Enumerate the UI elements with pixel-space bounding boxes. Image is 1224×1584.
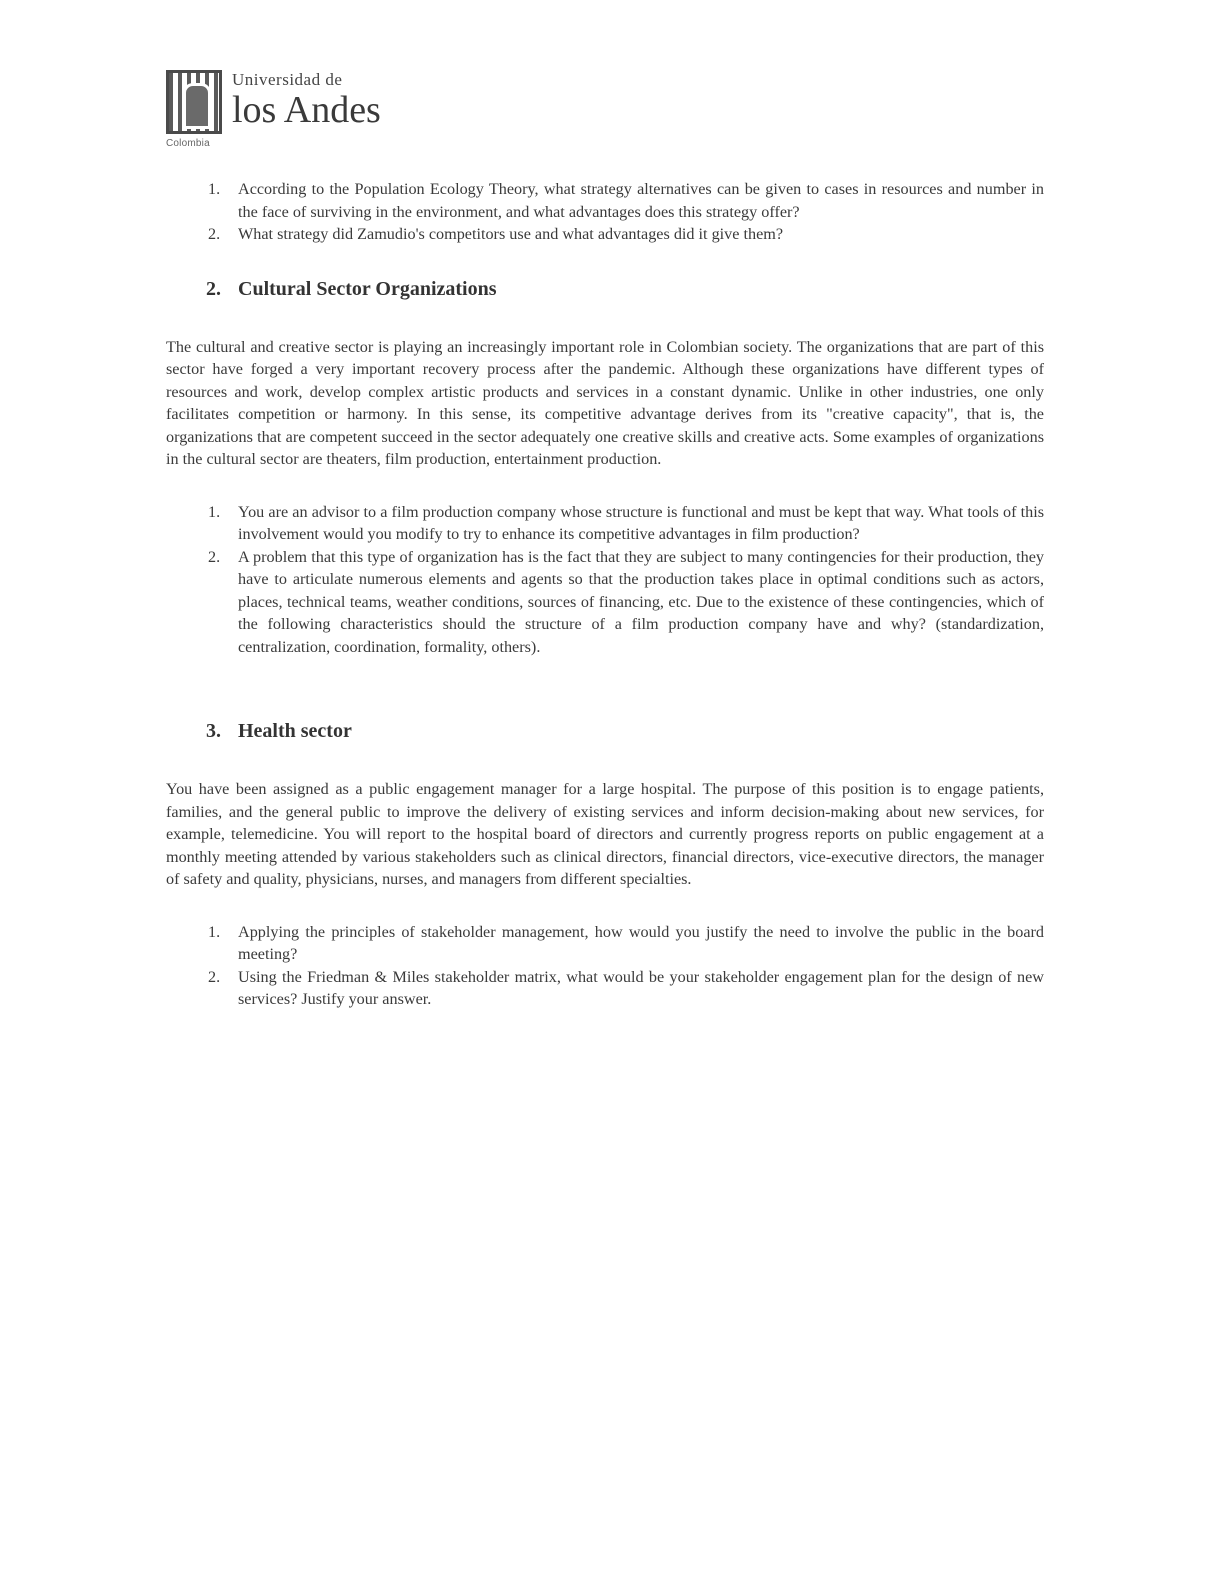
question-number: 2.	[208, 967, 221, 986]
question-number: 2.	[208, 225, 221, 243]
section2-question-list	[166, 501, 1044, 659]
question-text: According to the Population Ecology Theory, what strategy alternatives can be given to cases in resources and number in the face of surviving in the environment, and what advantages does this strategy offer?	[238, 180, 1044, 221]
document-body	[166, 178, 1044, 1011]
section3-question-list	[166, 921, 1044, 1011]
section-heading-cultural	[166, 276, 1044, 302]
university-logo	[166, 68, 381, 152]
list-item	[208, 178, 1044, 223]
section-number: 2.	[206, 277, 221, 300]
question-number: 1.	[208, 922, 221, 941]
list-item	[208, 966, 1044, 1011]
question-text: What strategy did Zamudio's competitors use and what advantages did it give them?	[238, 225, 784, 243]
question-text: Using the Friedman & Miles stakeholder matrix, what would be your stakeholder engagement plan for the design of new services? Justify your answer.	[238, 967, 1044, 1008]
logo-line-2: los Andes	[232, 89, 381, 131]
section1-question-list	[166, 178, 1044, 246]
list-item	[208, 501, 1044, 546]
question-text: You are an advisor to a film production company whose structure is functional and must be kept that way. What tools of this involvement would you modify to try to enhance its competitive advantages in film production?	[238, 502, 1044, 543]
section-paragraph-health: You have been assigned as a public engagement manager for a large hospital. The purpose of this position is to engage patients, families, and the general public to improve the delivery of existing services and inform decision-making about new services, for example, telemedicine. You will report to the hospital board of directors and currently progress reports on public engagement at a monthly meeting attended by various stakeholders such as clinical directors, financial directors, vice-executive directors, the manager of safety and quality, physicians, nurses, and managers from different specialties.	[166, 780, 1044, 888]
university-crest-icon	[166, 70, 222, 134]
question-number: 2.	[208, 547, 221, 566]
section-title: Health sector	[238, 720, 352, 742]
section-paragraph-cultural: The cultural and creative sector is playing an increasingly important role in Colombian society. The organizations that are part of this sector have forged a very important recovery process after the pandemic. Although these organizations have different types of resources and work, develop complex artistic products and services in a constant dynamic. Unlike in other industries, one only facilitates competition or harmony. In this sense, its competitive advantage derives from its "creative capacity", that is, the organizations that are competent succeed in the sector adequately one creative skills and creative acts. Some examples of organizations in the cultural sector are theaters, film production, entertainment production.	[166, 337, 1044, 468]
logo-line-1: Universidad de	[232, 70, 343, 89]
list-item	[208, 546, 1044, 659]
question-number: 1.	[208, 502, 221, 521]
list-item	[208, 921, 1044, 966]
section-number: 3.	[206, 720, 221, 742]
section-heading-health	[166, 718, 1044, 744]
question-number: 1.	[208, 180, 221, 198]
list-item	[208, 223, 1044, 246]
section-title: Cultural Sector Organizations	[238, 277, 497, 300]
logo-line-3: Colombia	[166, 138, 210, 149]
question-text: Applying the principles of stakeholder management, how would you justify the need to involve the public in the board meeting?	[238, 922, 1044, 963]
question-text: A problem that this type of organization has is the fact that they are subject to many contingencies for their production, they have to articulate numerous elements and agents so that the production takes place in optimal conditions such as actors, places, technical teams, weather conditions, sources of financing, etc. Due to the existence of these contingencies, which of the following characteristics should the structure of a film production company have and why? (standardization, centralization, coordination, formality, others).	[238, 547, 1044, 656]
